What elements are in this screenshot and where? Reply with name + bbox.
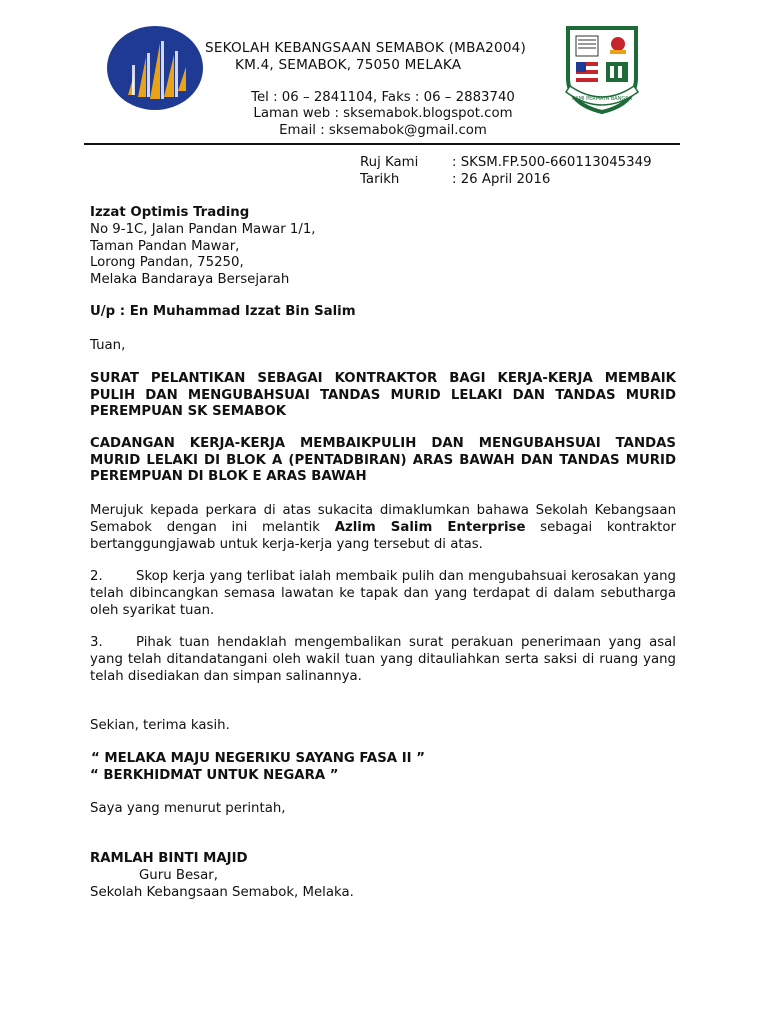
website: Laman web : sksemabok.blogspot.com [253, 106, 513, 121]
slogan-1: “ MELAKA MAJU NEGERIKU SAYANG FASA II ” [91, 751, 425, 766]
subject-2: CADANGAN KERJA-KERJA MEMBAIKPULIH DAN MENGUBAHSUAI TANDAS MURID LELAKI DI BLOK A (PENTADBIRAN) ARAS BAWAH DAN TANDAS MURID PEREMPUAN DI BLOK E ARAS BAWAH [90, 436, 676, 484]
paragraph-1-end: sebagai kontraktor bertanggungjawab untuk kerja-kerja yang tersebut di atas. [90, 519, 676, 552]
attention-line: U/p : En Muhammad Izzat Bin Salim [90, 304, 356, 319]
paragraph-2-text: Skop kerja yang terlibat ialah membaik pulih dan mengubahsuai kerosakan yang telah dibincangkan semasa lawatan ke tapak dan yang terdapat di dalam sebutharga oleh syarikat tuan. [90, 569, 676, 618]
recipient-line: No 9-1C, Jalan Pandan Mawar 1/1, [90, 221, 316, 237]
ref-label: Ruj Kami [360, 155, 419, 170]
paragraph-3-text: Pihak tuan hendaklah mengembalikan surat perakuan penerimaan yang asal yang telah ditandatangani oleh wakil tuan yang ditauliahkan serta saksi di ruang yang telah disediakan dan simpan salinannya. [90, 635, 676, 684]
school-address: KM.4, SEMABOK, 75050 MELAKA [235, 57, 462, 73]
subject-1: SURAT PELANTIKAN SEBAGAI KONTRAKTOR BAGI KERJA-KERJA MEMBAIK PULIH DAN MENGUBAHSUAI TANDAS MURID LELAKI DAN TANDAS MURID PEREMPUAN SK SEMABOK [90, 371, 676, 419]
date-value: : 26 April 2016 [452, 172, 551, 187]
email: Email : sksemabok@gmail.com [279, 123, 487, 138]
paragraph-1-start: Merujuk kepada perkara di atas sukacita dimaklumkan bahawa Sekolah Kebangsaan Semabok dengan ini melantik [90, 503, 676, 535]
slogan-2: “ BERKHIDMAT UNTUK NEGARA ” [90, 768, 339, 783]
crest-motto: KAMI PERMATA BANGSA [572, 96, 632, 102]
salutation: Tuan, [90, 338, 126, 353]
closing: Sekian, terima kasih. [90, 718, 230, 733]
recipient-line: Taman Pandan Mawar, [90, 238, 240, 254]
contractor-name: Azlim Salim Enterprise [334, 519, 526, 535]
sign-off: Saya yang menurut perintah, [90, 801, 286, 816]
reference-row [360, 155, 652, 170]
paragraph-2 [90, 569, 676, 619]
school-name: SEKOLAH KEBANGSAAN SEMABOK (MBA2004) [205, 40, 527, 56]
date-label: Tarikh [360, 172, 400, 187]
paragraph-2-number: 2. [90, 569, 103, 584]
date-row [360, 172, 550, 187]
recipient-block [90, 205, 676, 289]
paragraph-3 [90, 635, 676, 685]
recipient-line: Lorong Pandan, 75250, [90, 255, 244, 271]
ref-value: : SKSM.FP.500-660113045349 [452, 155, 652, 170]
paragraph-3-number: 3. [90, 635, 103, 650]
signatory-name: RAMLAH BINTI MAJID [90, 851, 248, 866]
signatory-title: Guru Besar, [139, 868, 218, 883]
school-crest [562, 22, 642, 114]
phone-fax: Tel : 06 – 2841104, Faks : 06 – 2883740 [251, 90, 515, 105]
recipient-line: Melaka Bandaraya Bersejarah [90, 272, 290, 288]
recipient-name: Izzat Optimis Trading [90, 205, 250, 220]
signatory-org: Sekolah Kebangsaan Semabok, Melaka. [90, 885, 354, 900]
header-rule [84, 143, 680, 145]
paragraph-1 [90, 503, 676, 553]
